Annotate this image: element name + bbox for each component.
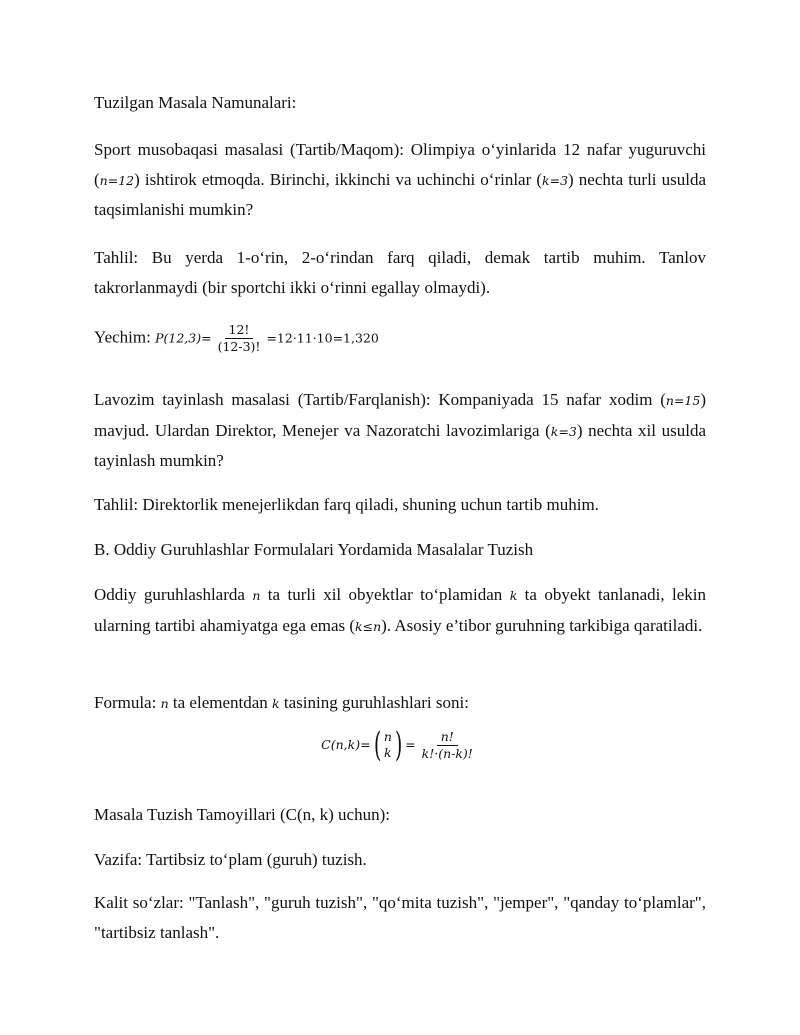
keywords-paragraph: Kalit so‘zlar: "Tanlash", "guruh tuzish", "qo‘mita tuzish", "jemper", "qanday to‘plamlar", "tartibsiz tanlash". — [94, 893, 706, 942]
sport-n-expression: n=12 — [99, 172, 135, 188]
principles-heading: Masala Tuzish Tamoyillari (C(n, k) uchun): — [94, 805, 390, 824]
solution-denominator: (12-3)! — [217, 339, 261, 354]
lavozim-text-a: Lavozim tayinlash masalasi (Tartib/Farqlanish): Kompaniyada 15 nafar xodim ( — [94, 390, 666, 409]
lavozim-k-expression: k=3 — [550, 423, 577, 439]
formula-numerator: n! — [437, 729, 458, 746]
position-problem-paragraph — [94, 385, 706, 476]
binomial-coefficient: ( n k ) — [373, 725, 403, 765]
lavozim-n-expression: n=15 — [665, 393, 701, 408]
sport-text-b: ) ishtirok etmoqda. Birinchi, ikkinchi va uchinchi o‘rinlar ( — [134, 169, 543, 189]
sport-text-c: ) nechta turli usulda taqsimlanishi mumkin? — [94, 169, 706, 219]
solution-lhs: P(12,3)= — [155, 330, 212, 346]
solution-line — [94, 322, 706, 355]
combination-formula — [94, 725, 706, 765]
oddiy-n: n — [252, 588, 261, 603]
oddiy-text-b: ta turli xil obyektlar to‘plamidan — [260, 585, 510, 604]
binomial-bottom: k — [384, 745, 392, 760]
formula-denominator: k!·(n-k)! — [421, 745, 473, 761]
solution-rhs: =12·11·10=1,320 — [266, 330, 379, 346]
oddiy-text-c: ta obyekt tanlanadi, lekin ularning tartibi ahamiyatga ega emas ( — [94, 585, 706, 635]
solution-fraction — [214, 322, 265, 355]
formula-line-text-c: tasining guruhlashlari soni: — [279, 693, 469, 712]
formula-line-text-a: Formula: — [94, 693, 161, 712]
section-heading: Tuzilgan Masala Namunalari: — [94, 93, 297, 112]
formula-equals: = — [405, 736, 416, 752]
oddiy-text-a: Oddiy guruhlashlarda — [94, 585, 253, 604]
formula-intro-line — [94, 688, 706, 719]
oddiy-k: k — [509, 588, 518, 603]
formula-line-n: n — [160, 696, 169, 711]
analysis-paragraph-2: Tahlil: Direktorlik menejerlikdan farq qiladi, shuning uchun tartib muhim. — [94, 495, 599, 514]
formula-fraction — [418, 729, 477, 762]
formula-line-text-b: ta elementdan — [168, 693, 273, 712]
combinations-paragraph — [94, 580, 706, 641]
formula-line-k: k — [272, 696, 280, 711]
section-b-title: B. Oddiy Guruhlashlar Formulalari Yordamida Masalalar Tuzish — [94, 540, 534, 559]
oddiy-condition: k≤n — [355, 618, 382, 634]
oddiy-text-d: ). Asosiy e’tibor guruhning tarkibiga qaratiladi. — [381, 615, 703, 635]
sport-k-expression: k=3 — [542, 172, 569, 188]
analysis-paragraph-1: Tahlil: Bu yerda 1-o‘rin, 2-o‘rindan farq qiladi, demak tartib muhim. Tanlov takrorlanmaydi (bir sportchi ikki o‘rinni egallay olmaydi). — [94, 248, 706, 297]
task-line: Vazifa: Tartibsiz to‘plam (guruh) tuzish. — [94, 850, 367, 869]
formula-lhs: C(n,k)= — [321, 736, 371, 752]
lavozim-text-b: ) mavjud. Ulardan Direktor, Menejer va Nazoratchi lavozimlariga ( — [94, 390, 706, 440]
binomial-top: n — [383, 729, 392, 744]
sport-problem-paragraph — [94, 135, 706, 225]
solution-numerator: 12! — [225, 322, 254, 339]
solution-label: Yechim: — [94, 327, 156, 347]
sport-text-a: Sport musobaqasi masalasi (Tartib/Maqom): Olimpiya o‘yinlarida 12 nafar yuguruvchi ( — [94, 140, 706, 189]
lavozim-text-c: ) nechta xil usulda tayinlash mumkin? — [94, 420, 706, 470]
